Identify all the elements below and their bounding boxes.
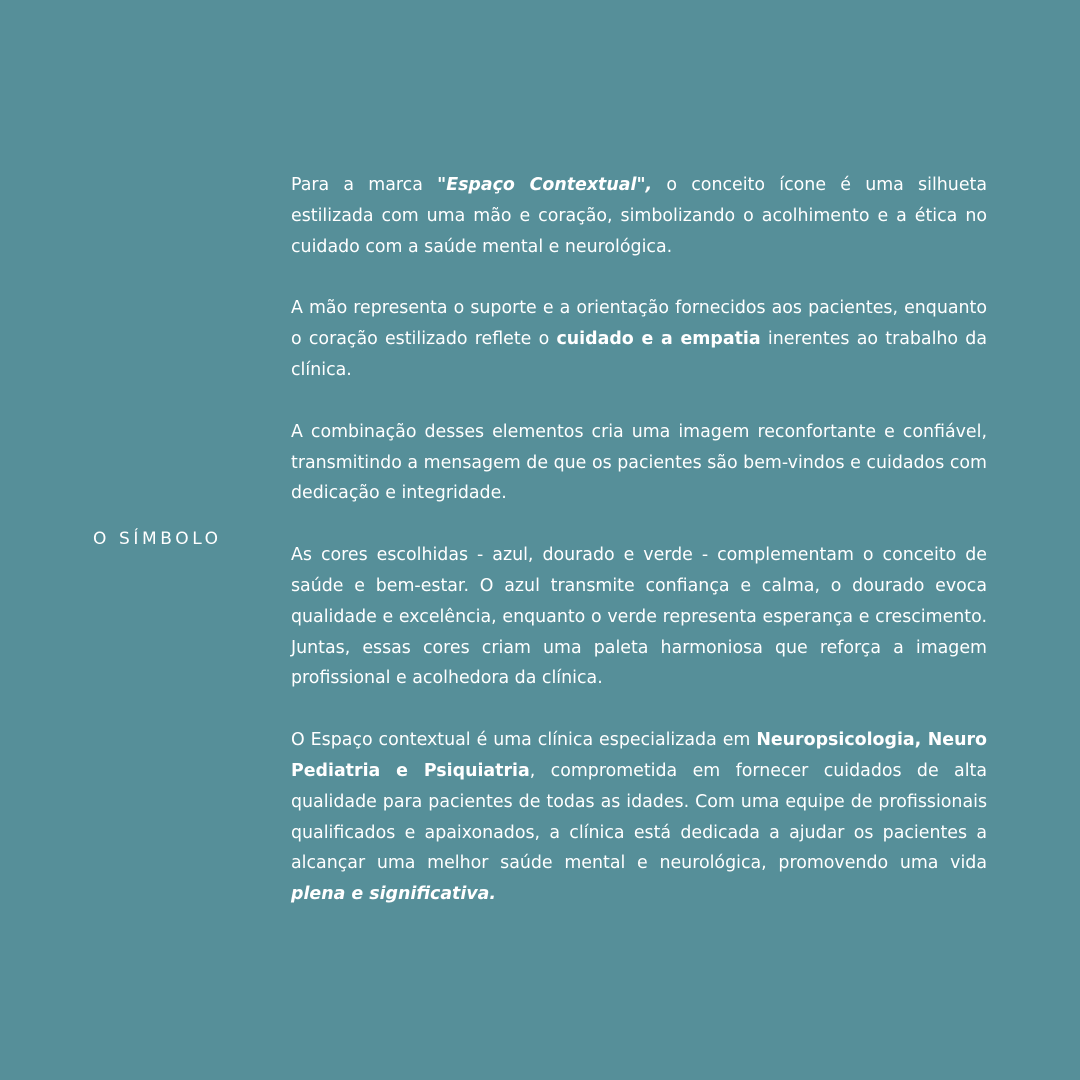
emphasis-full-life: plena e significativa.	[291, 884, 497, 905]
emphasis-specialties: Neuropsicologia, Neuro Pediatria e Psiquiatria	[291, 730, 987, 781]
paragraph-combination	[291, 417, 987, 509]
text-run: , comprometida em fornecer cuidados de alta qualidade para pacientes de todas as idades. Com uma equipe de profissionais qualificados e apaixonados, a clínica está dedicada a ajudar os pacientes a alcançar uma melhor saúde mental e neurológica, promovendo uma vida	[291, 760, 987, 874]
text-run: As cores escolhidas - azul, dourado e verde - complementam o conceito de saúde e bem-estar. O azul transmite confiança e calma, o dourado evoca qualidade e excelência, enquanto o verde representa esperança e crescimento. Juntas, essas cores criam uma paleta harmoniosa que reforça a imagem profissional e acolhedora da clínica.	[291, 545, 987, 689]
paragraph-colors	[291, 540, 987, 694]
emphasis-care-empathy: cuidado e a empatia	[556, 329, 761, 350]
section-label: O SÍMBOLO	[93, 529, 222, 549]
text-run: o conceito ícone é uma silhueta estilizada com uma mão e coração, simbolizando o acolhimento e a ética no cuidado com a saúde mental e neurológica.	[291, 175, 987, 257]
text-run: A combinação desses elementos cria uma imagem reconfortante e confiável, transmitindo a mensagem de que os pacientes são bem-vindos e cuidados com dedicação e integridade.	[291, 421, 987, 504]
text-run: inerentes ao trabalho da clínica.	[291, 329, 987, 380]
text-run: Para a marca	[291, 175, 438, 195]
text-run: O Espaço contextual é uma clínica especializada em	[291, 730, 757, 751]
paragraph-hand-heart	[291, 293, 987, 385]
paragraph-clinic	[291, 725, 987, 910]
brand-name: "Espaço Contextual",	[437, 175, 653, 195]
paragraph-brand-concept	[291, 170, 987, 262]
text-run: A mão representa o suporte e a orientação fornecidos aos pacientes, enquanto o coração estilizado reflete o	[291, 298, 987, 350]
body-text	[291, 170, 987, 910]
